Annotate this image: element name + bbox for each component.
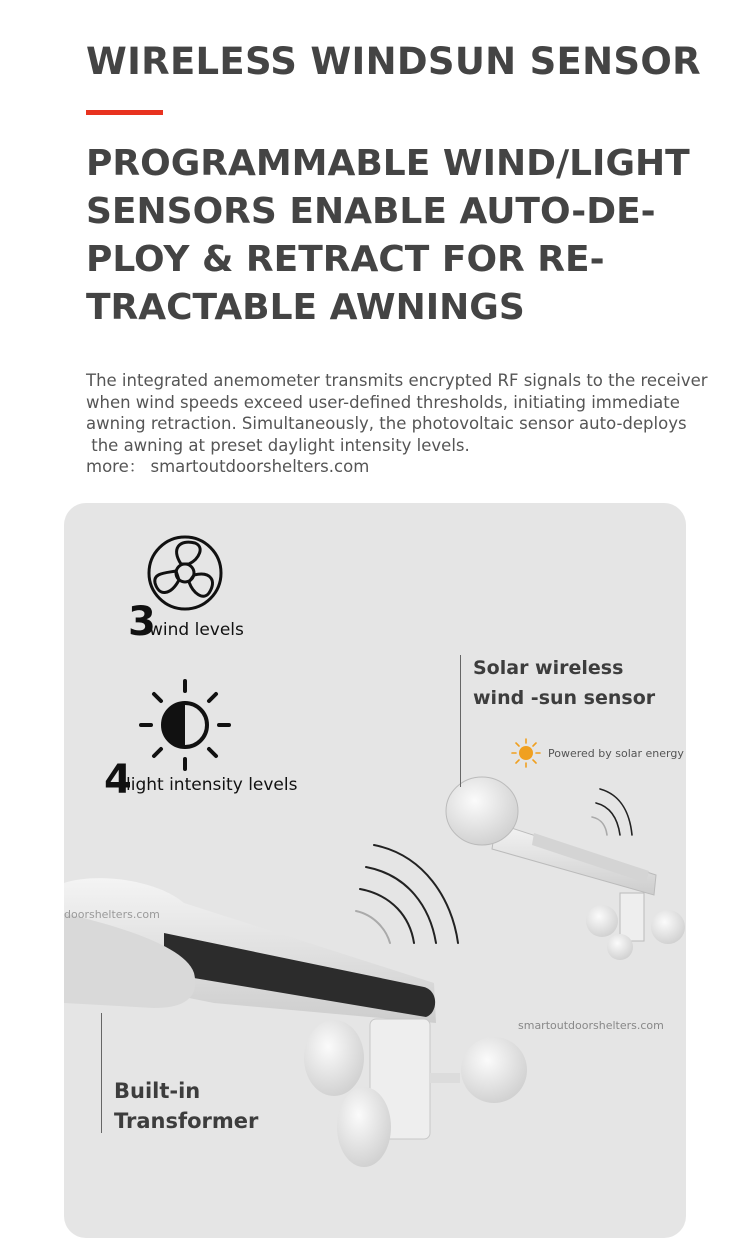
website-link[interactable]: more： smartoutdoorshelters.com: [86, 457, 370, 477]
description-line: the awning at preset daylight intensity levels.: [86, 435, 470, 455]
solar-callout: [473, 653, 655, 713]
transformer-callout-line: Built-in: [114, 1079, 201, 1103]
product-panel: [64, 503, 686, 1238]
watermark: smartoutdoorshelters.com: [518, 1019, 664, 1032]
sun-icon: [512, 739, 540, 767]
watermark: doorshelters.com: [64, 908, 160, 921]
description-line: awning retraction. Simultaneously, the photovoltaic sensor auto-deploys: [86, 414, 687, 434]
light-level-label: light intensity levels: [126, 775, 298, 795]
headline-line: PROGRAMMABLE WIND/LIGHT: [86, 143, 690, 184]
small-sensor-image: [446, 777, 685, 960]
headline-line: TRACTABLE AWNINGS: [86, 287, 525, 328]
signal-waves-icon: [356, 845, 458, 943]
page-title: WIRELESS WINDSUN SENSOR: [86, 40, 701, 83]
wind-level-label: wind levels: [149, 620, 244, 640]
callout-line: [460, 655, 461, 787]
sun-contrast-icon: [141, 681, 229, 769]
transformer-callout: [114, 1076, 258, 1136]
solar-note: Powered by solar energy: [548, 747, 684, 760]
solar-callout-line: Solar wireless: [473, 657, 624, 679]
light-level-number: 4: [104, 757, 132, 803]
description: [86, 370, 726, 478]
transformer-callout-line: Transformer: [114, 1109, 259, 1133]
description-line: when wind speeds exceed user-defined thresholds, initiating immediate: [86, 392, 680, 412]
headline-line: SENSORS ENABLE AUTO-DE-: [86, 191, 656, 232]
signal-waves-icon: [592, 789, 632, 835]
solar-callout-line: wind -sun sensor: [473, 687, 656, 709]
headline-line: PLOY & RETRACT FOR RE-: [86, 239, 605, 280]
headline: [86, 140, 726, 332]
callout-line: [101, 1013, 102, 1133]
description-line: The integrated anemometer transmits encrypted RF signals to the receiver: [86, 371, 708, 390]
fan-icon: [149, 537, 221, 609]
accent-bar: [86, 110, 163, 115]
wind-level-number: 3: [128, 599, 156, 645]
